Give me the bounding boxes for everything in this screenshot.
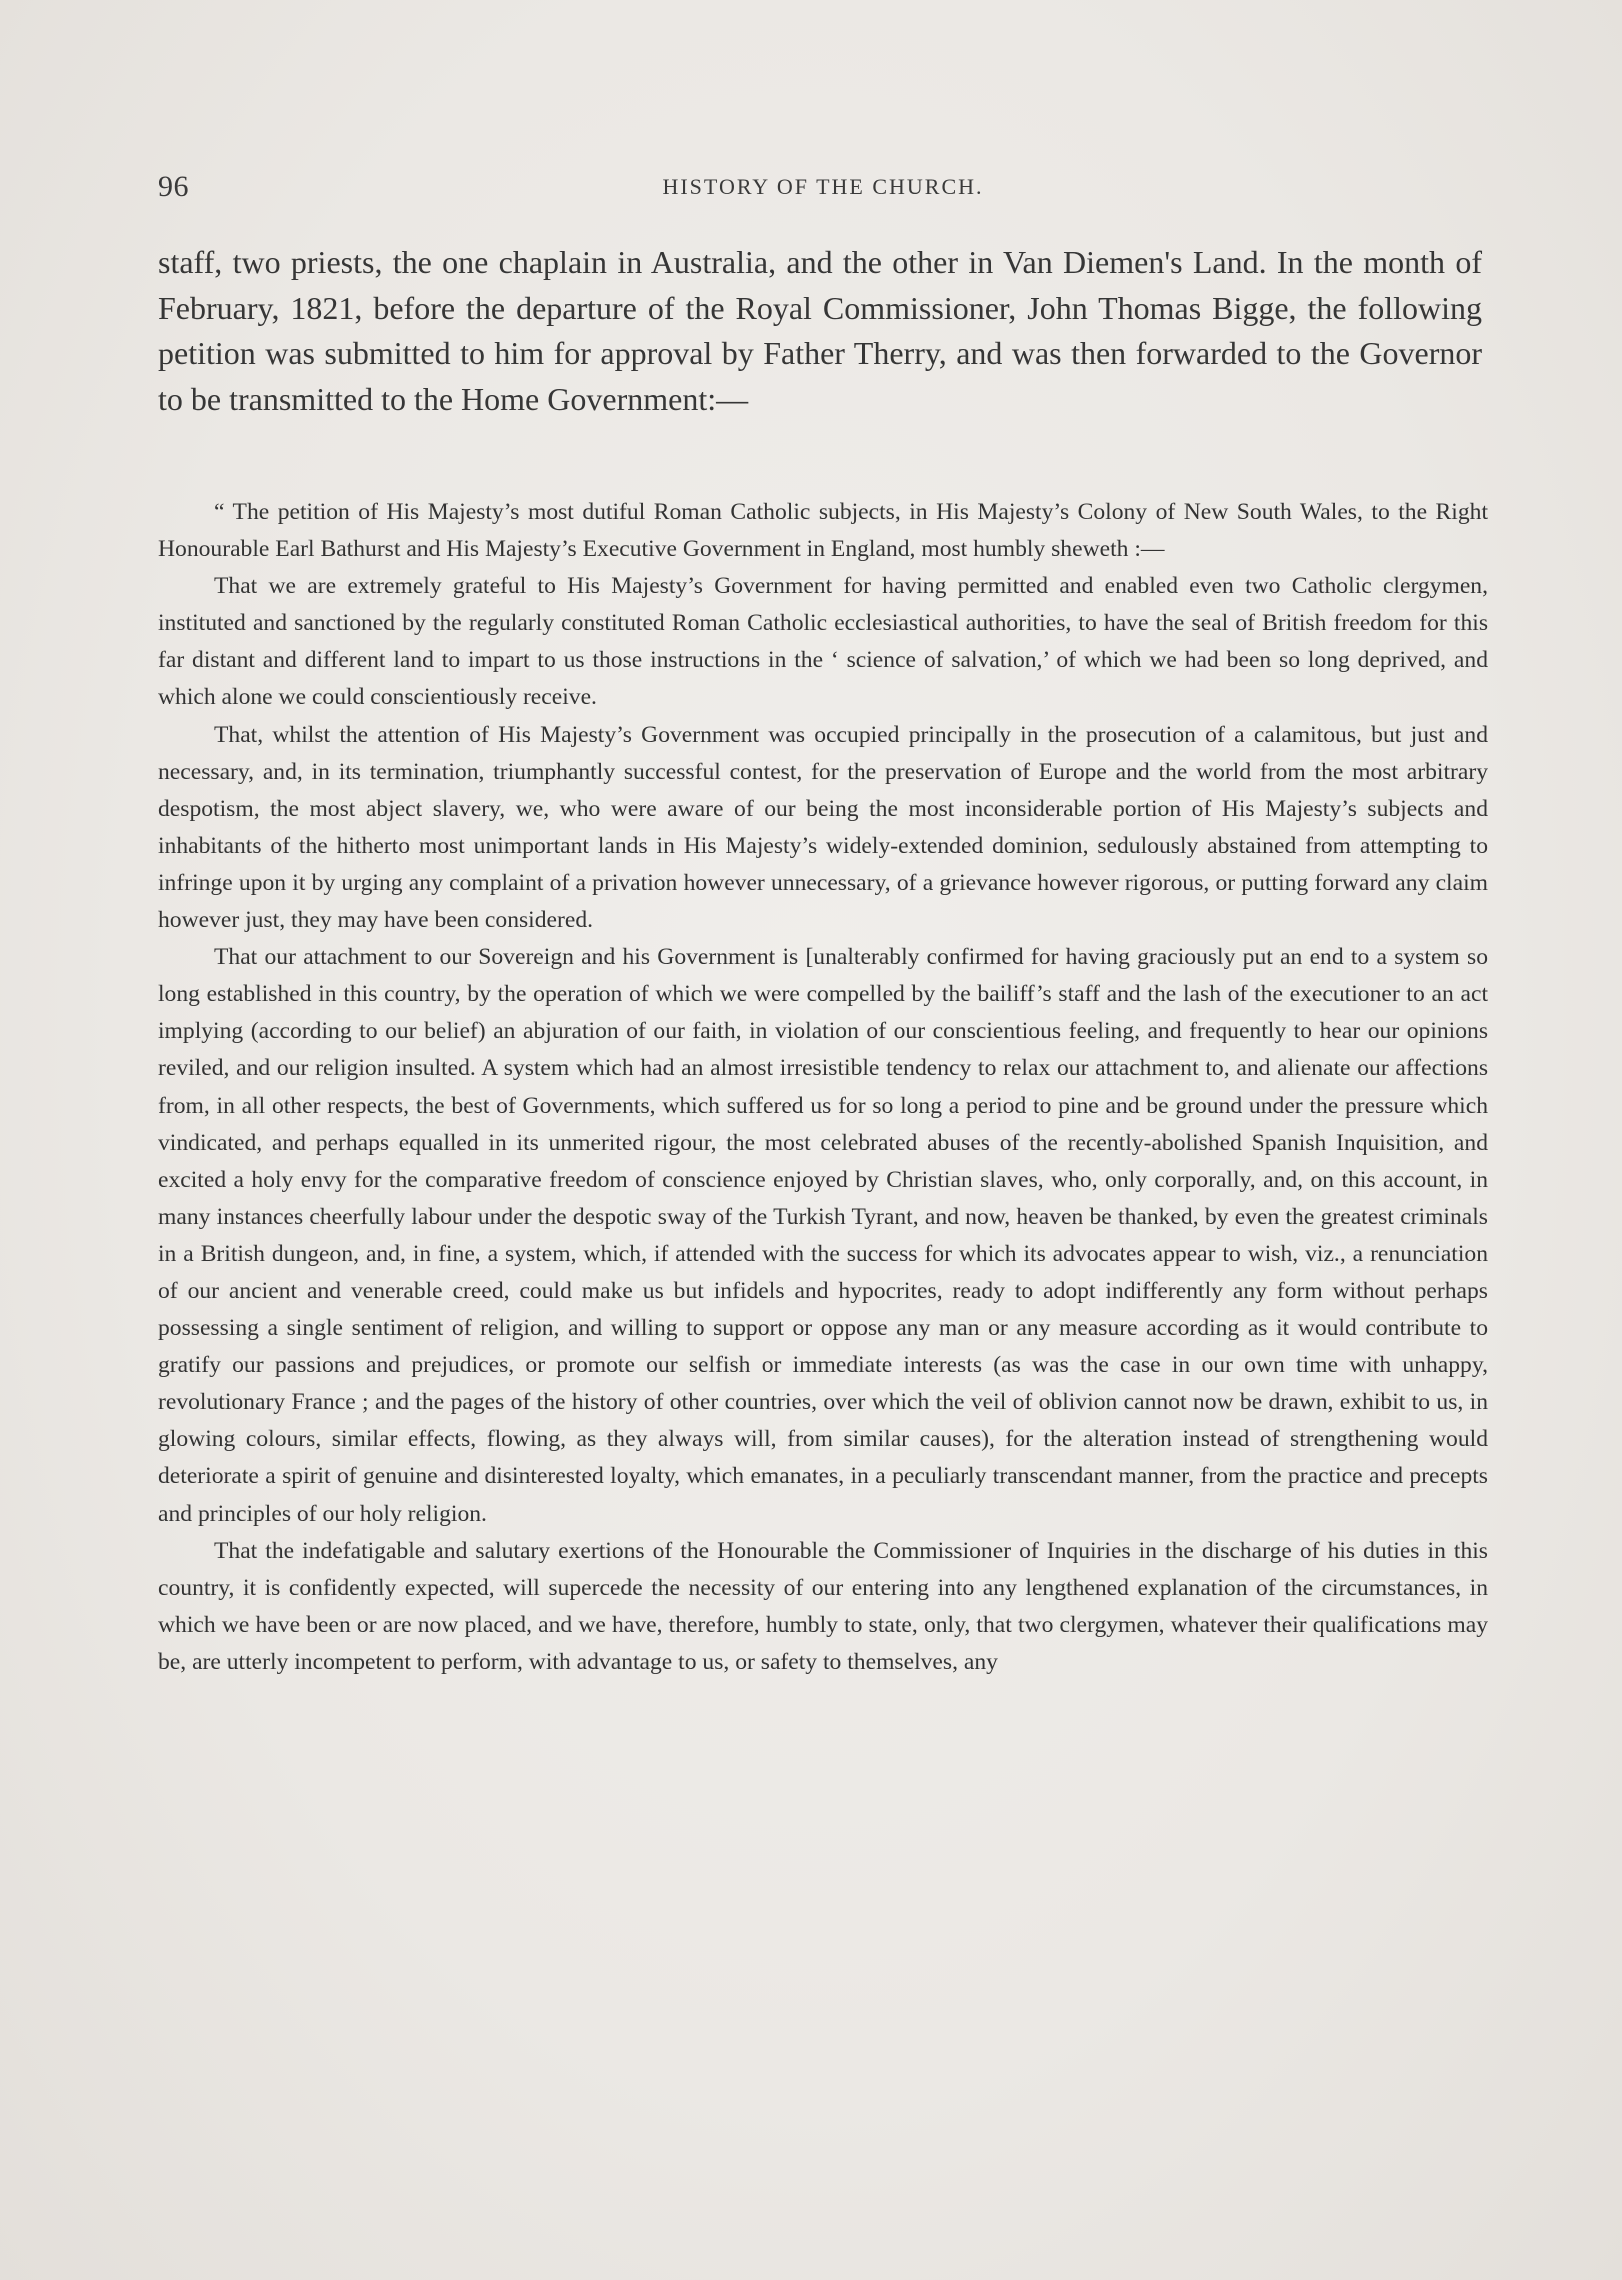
running-title: HISTORY OF THE CHURCH.	[662, 174, 984, 199]
petition-paragraph: “ The petition of His Majesty’s most dutiful Roman Catholic subjects, in His Majesty’s Colony of New South Wales, to the Right Honourable Earl Bathurst and His Majesty’s Executive Government in England, most humbly sheweth :—	[158, 499, 1488, 563]
petition-block	[158, 494, 1488, 1681]
page-header	[158, 170, 1488, 210]
intro-paragraph: staff, two priests, the one chaplain in Australia, and the other in Van Diemen's Land. In the month of February, 1821, before the departure of the Royal Commissioner, John Thomas Bigge, the following petition was submitted to him for approval by Father Therry, and was then forwarded to the Governor to be transmitted to the Home Government:—	[158, 244, 1482, 417]
petition-paragraph: That, whilst the attention of His Majesty’s Government was occupied principally in the prosecution of a calamitous, but just and necessary, and, in its termination, triumphantly successful contest, for the preservation of Europe and the world from the most arbitrary despotism, the most abject slavery, we, who were aware of our being the most inconsiderable portion of His Majesty’s subjects and inhabitants of the hitherto most unimportant lands in His Majesty’s widely-extended dominion, sedulously abstained from attempting to infringe upon it by urging any complaint of a privation however unnecessary, of a grievance however rigorous, or putting forward any claim however just, they may have been considered.	[158, 721, 1488, 934]
petition-paragraph: That our attachment to our Sovereign and his Government is [unalterably confirmed for having graciously put an end to a system so long established in this country, by the operation of which we were compelled by the bailiff’s staff and the lash of the executioner to an act implying (according to our belief) an abjuration of our faith, in violation of our conscientious feeling, and frequently to hear our opinions reviled, and our religion insulted. A system which had an almost irresistible tendency to relax our attachment to, and alienate our affections from, in all other respects, the best of Governments, which suffered us for so long a period to pine and be ground under the pressure which vindicated, and perhaps equalled in its unmerited rigour, the most celebrated abuses of the recently-abolished Spanish Inquisition, and excited a holy envy for the comparative freedom of conscience enjoyed by Christian slaves, who, only corporally, and, on this account, in many instances cheerfully labour under the despotic sway of the Turkish Tyrant, and now, heaven be thanked, by even the greatest criminals in a British dungeon, and, in fine, a system, which, if attended with the success for which its advocates appear to wish, viz., a renunciation of our ancient and venerable creed, could make us but infidels and hypocrites, ready to adopt indifferently any form without perhaps possessing a single sentiment of religion, and willing to support or oppose any man or any measure according as it would contribute to gratify our passions and prejudices, or promote our selfish or immediate interests (as was the case in our own time with unhappy, revolutionary France ; and the pages of the history of other countries, over which the veil of oblivion cannot now be drawn, exhibit to us, in glowing colours, similar effects, flowing, as they always will, from similar causes), for the alteration instead of strengthening would deteriorate a spirit of genuine and disinterested loyalty, which emanates, in a peculiarly transcendant manner, from the practice and precepts and principles of our holy religion.	[158, 944, 1488, 1527]
petition-paragraph: That the indefatigable and salutary exertions of the Honourable the Commissioner of Inquiries in the discharge of his duties in this country, it is confidently expected, will supercede the necessity of our entering into any lengthened explanation of the circumstances, in which we have been or are now placed, and we have, therefore, humbly to state, only, that two clergymen, whatever their qualifications may be, are utterly incompetent to perform, with advantage to us, or safety to themselves, any	[158, 1537, 1488, 1675]
petition-paragraph: That we are extremely grateful to His Majesty’s Government for having permitted and enabled even two Catholic clergymen, instituted and sanctioned by the regularly constituted Roman Catholic ecclesiastical authorities, to have the seal of British freedom for this far distant and different land to impart to us those instructions in the ‘ science of salvation,’ of which we had been so long deprived, and which alone we could conscientiously receive.	[158, 573, 1488, 711]
page-number: 96	[158, 170, 189, 203]
